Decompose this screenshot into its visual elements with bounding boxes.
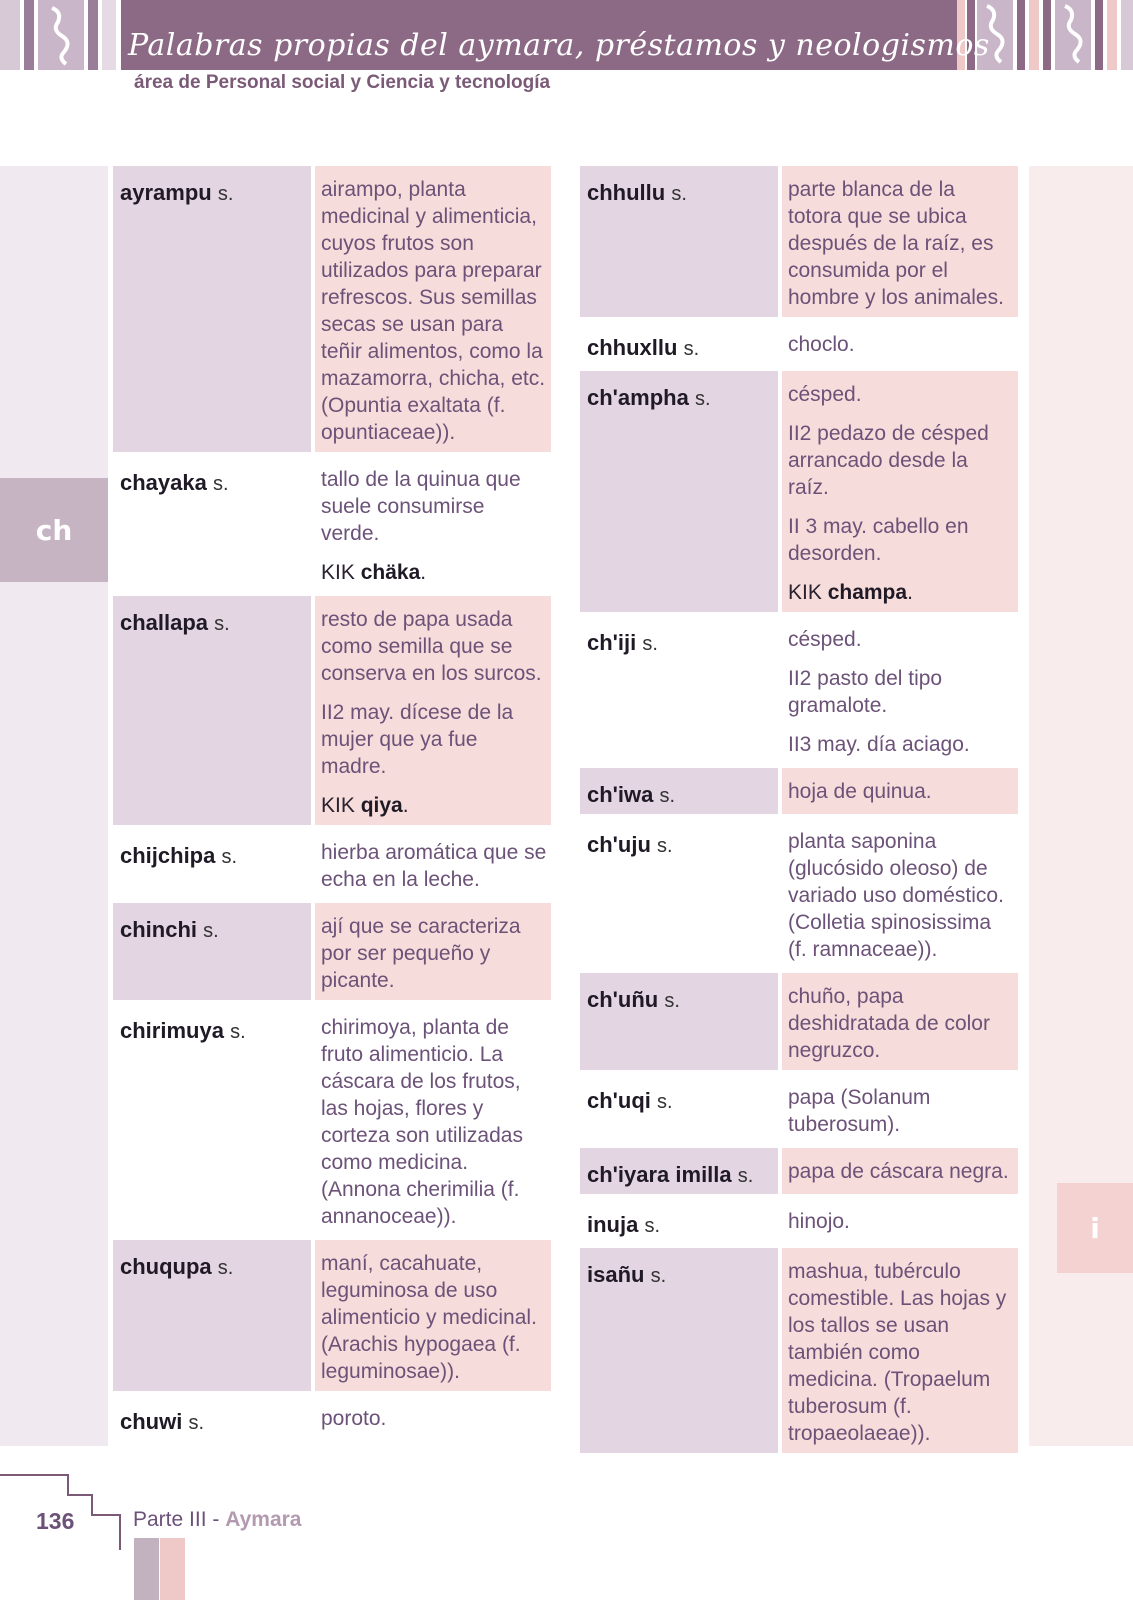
part-of-speech: s. (664, 990, 680, 1012)
definition-sense: parte blanca de la totora que se ubica después de la raíz, es consumida por el hombre y los animales. (788, 178, 1004, 309)
part-of-speech: s. (659, 785, 676, 807)
entry-headword (580, 1148, 778, 1194)
definition-sense: hoja de quinua. (788, 780, 932, 803)
entry-headword (113, 1395, 311, 1441)
definition-sense: II 3 may. cabello en desorden. (788, 515, 969, 565)
headword-text: chuqupa (120, 1254, 212, 1279)
kik-variant: KIK qiya. (321, 794, 409, 817)
letter-tab-i[interactable]: i (1057, 1183, 1133, 1273)
glossary-entry (580, 371, 1018, 612)
entry-headword (580, 616, 778, 764)
part-of-speech: s. (657, 835, 673, 857)
entry-headword (113, 1004, 311, 1236)
entry-definition (782, 321, 1018, 367)
entry-headword (113, 166, 311, 452)
glossary-entry (113, 829, 551, 899)
entry-headword (580, 818, 778, 969)
glossary-entry (113, 1004, 551, 1236)
entry-definition (782, 768, 1018, 814)
letter-tab-ch[interactable]: ch (0, 478, 108, 582)
definition-sense: poroto. (321, 1407, 387, 1430)
definition-sense: césped. (788, 628, 862, 651)
entry-definition (782, 973, 1018, 1070)
entry-headword (580, 1248, 778, 1453)
entry-headword (113, 596, 311, 825)
entry-headword (580, 371, 778, 612)
entry-definition (782, 166, 1018, 317)
kik-variant: KIK champa. (788, 581, 913, 604)
kik-label: KIK (788, 581, 822, 604)
entry-headword (580, 166, 778, 317)
definition-sense: hinojo. (788, 1210, 850, 1233)
kik-label: KIK (321, 561, 355, 584)
definition-sense: mashua, tubérculo comestible. Las hojas y los tallos se usan también como medicina. (Tropaelum tuberosum (f. tropaeolaeae)). (788, 1260, 1007, 1445)
part-of-speech: s. (671, 183, 687, 205)
entry-definition (315, 596, 551, 825)
glossary-entry (580, 973, 1018, 1070)
left-margin-strip (0, 166, 108, 1446)
glossary-entry (580, 1198, 1018, 1244)
glossary-entry (580, 616, 1018, 764)
glossary-entry (580, 818, 1018, 969)
glossary-entry (580, 1248, 1018, 1453)
kik-word: qiya (360, 794, 403, 817)
glossary-entry (113, 903, 551, 1000)
glossary-entry (580, 768, 1018, 814)
entry-definition (782, 1198, 1018, 1244)
glossary-entry (113, 1395, 551, 1441)
part-of-speech: s. (683, 338, 700, 360)
headword-text: ch'uqi (587, 1088, 651, 1113)
entry-headword (580, 768, 778, 814)
headword-text: chijchipa (120, 843, 216, 868)
entry-definition (782, 616, 1018, 764)
entry-headword (580, 1198, 778, 1244)
headword-text: isañu (587, 1262, 645, 1287)
left-pattern-decoration (0, 0, 121, 70)
entry-definition (315, 1395, 551, 1441)
entry-definition (315, 829, 551, 899)
page-number: 136 (36, 1508, 75, 1534)
part-of-speech: s. (188, 1412, 205, 1434)
part-of-speech: s. (221, 846, 238, 868)
entry-definition (782, 371, 1018, 612)
entry-headword (113, 903, 311, 1000)
definition-sense: airampo, planta medicinal y alimenticia, cuyos frutos son utilizados para preparar refrescos. Sus semillas secas se usan para teñir alimentos, como la mazamorra, chicha, etc. (Opuntia exaltata (f. opuntiaceae)). (321, 178, 546, 444)
definition-sense: II2 pasto del tipo gramalote. (788, 667, 943, 717)
glossary-entry (113, 1240, 551, 1391)
part-of-speech: s. (650, 1265, 667, 1287)
headword-text: chinchi (120, 917, 198, 942)
definition-sense: papa (Solanum tuberosum). (788, 1086, 931, 1136)
definition-sense: II3 may. día aciago. (788, 733, 970, 756)
entry-headword (580, 973, 778, 1070)
footer-part: Parte III - (133, 1508, 220, 1531)
page-title: Palabras propias del aymara, préstamos y neologismos (128, 28, 990, 63)
footer-part-label (133, 1508, 301, 1532)
glossary-entry (580, 1148, 1018, 1194)
headword-text: ch'uju (587, 832, 651, 857)
definition-sense: II2 may. dícese de la mujer que ya fue madre. (321, 701, 514, 778)
part-of-speech: s. (230, 1021, 246, 1043)
part-of-speech: s. (657, 1091, 673, 1113)
headword-text: ch'uñu (587, 987, 659, 1012)
entry-definition (782, 1148, 1018, 1194)
glossary-entry (580, 1074, 1018, 1144)
glossary-left-column (113, 166, 551, 1445)
kik-label: KIK (321, 794, 355, 817)
headword-text: ch'iji (587, 630, 637, 655)
entry-definition (315, 1240, 551, 1391)
part-of-speech: s. (642, 633, 658, 655)
headword-text: ch'ampha (587, 385, 689, 410)
entry-headword (113, 829, 311, 899)
definition-sense: choclo. (788, 333, 855, 356)
definition-sense: resto de papa usada como semilla que se conserva en los surcos. (321, 608, 542, 685)
footer-bar-pink (160, 1538, 185, 1600)
glossary-entry (580, 321, 1018, 367)
entry-definition (315, 1004, 551, 1236)
definition-sense: planta saponina (glucósido oleoso) de variado uso doméstico. (Colletia spinosissima (f. ramnaceae)). (788, 830, 1004, 961)
entry-definition (315, 166, 551, 452)
entry-headword (113, 456, 311, 592)
headword-text: chhuxllu (587, 335, 678, 360)
headword-text: challapa (120, 610, 209, 635)
part-of-speech: s. (212, 473, 229, 495)
footer-language: Aymara (225, 1508, 302, 1531)
glossary-entry (113, 596, 551, 825)
glossary-entry (113, 166, 551, 452)
kik-word: champa (827, 581, 908, 604)
part-of-speech: s. (217, 1257, 234, 1279)
glossary-entry (580, 166, 1018, 317)
page-subtitle: área de Personal social y Ciencia y tecnología (134, 72, 551, 93)
part-of-speech: s. (694, 388, 711, 410)
glossary-right-column (580, 166, 1018, 1457)
headword-text: chirimuya (120, 1018, 224, 1043)
entry-definition (782, 1074, 1018, 1144)
entry-definition (782, 818, 1018, 969)
entry-definition (315, 456, 551, 592)
definition-sense: tallo de la quinua que suele consumirse verde. (321, 468, 521, 545)
definition-sense: papa de cáscara negra. (788, 1160, 1009, 1183)
footer-bar-purple (134, 1538, 159, 1600)
headword-text: chuwi (120, 1409, 183, 1434)
part-of-speech: s. (737, 1165, 754, 1187)
kik-variant: KIK chäka. (321, 561, 427, 584)
headword-text: ayrampu (120, 180, 212, 205)
entry-definition (315, 903, 551, 1000)
definition-sense: II2 pedazo de césped arrancado desde la raíz. (788, 422, 989, 499)
part-of-speech: s. (203, 920, 219, 942)
headword-text: ch'iyara imilla (587, 1162, 732, 1187)
definition-sense: chuño, papa deshidratada de color negruzco. (788, 985, 990, 1062)
entry-headword (580, 1074, 778, 1144)
definition-sense: césped. (788, 383, 862, 406)
definition-sense: maní, cacahuate, leguminosa de uso alimenticio y medicinal. (Arachis hypogaea (f. leguminosae)). (321, 1252, 537, 1383)
definition-sense: hierba aromática que se echa en la leche. (321, 841, 547, 891)
definition-sense: ají que se caracteriza por ser pequeño y picante. (321, 915, 521, 992)
glossary-entry (113, 456, 551, 592)
part-of-speech: s. (217, 183, 234, 205)
entry-definition (782, 1248, 1018, 1453)
entry-headword (580, 321, 778, 367)
kik-word: chäka (360, 561, 421, 584)
part-of-speech: s. (644, 1215, 661, 1237)
headword-text: chhullu (587, 180, 666, 205)
definition-sense: chirimoya, planta de fruto alimenticio. La cáscara de los frutos, las hojas, flores y corteza son utilizadas como medicina. (Annona cherimilia (f. annanoceae)). (321, 1016, 523, 1228)
headword-text: ch'iwa (587, 782, 654, 807)
entry-headword (113, 1240, 311, 1391)
headword-text: chayaka (120, 470, 207, 495)
part-of-speech: s. (214, 613, 230, 635)
headword-text: inuja (587, 1212, 639, 1237)
